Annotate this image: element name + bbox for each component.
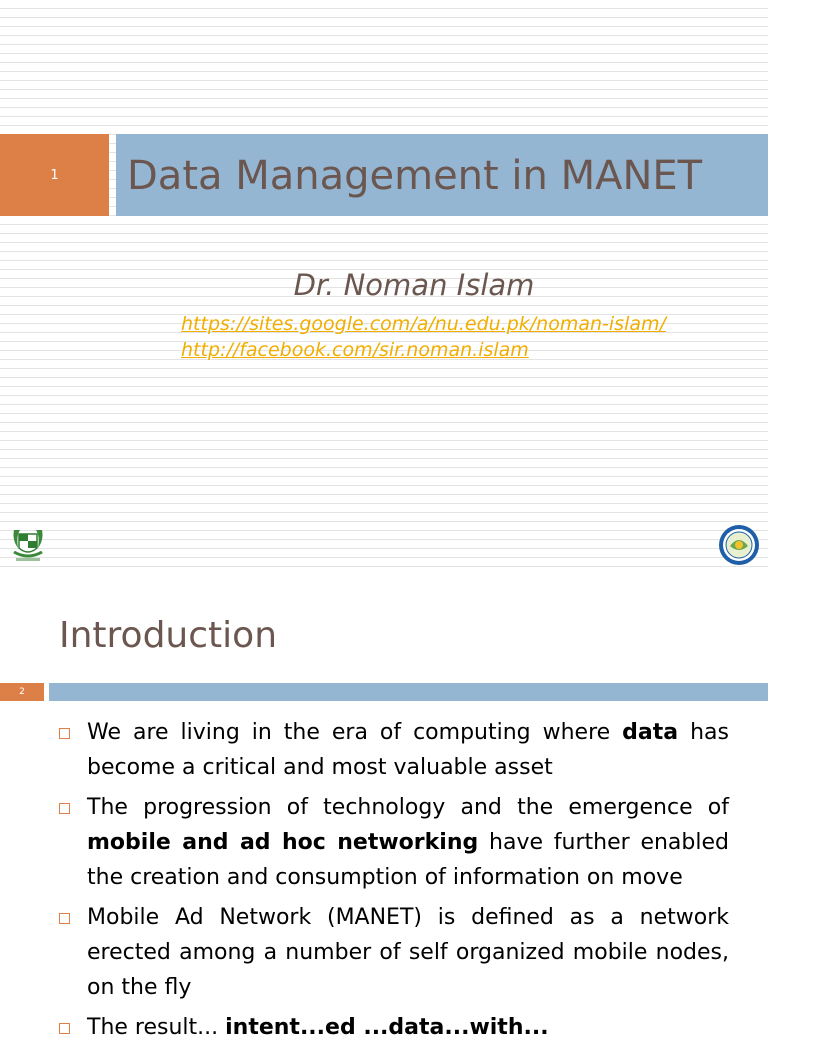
- title-bar: [49, 683, 768, 701]
- square-bullet-icon: [59, 728, 70, 739]
- bullet-item: The progression of technology and the emergence of mobile and ad hoc networking have further enabled the creation and consumption of information on move: [59, 790, 729, 895]
- university-seal-icon: [718, 524, 760, 566]
- slide-title: Data Management in MANET: [127, 153, 703, 199]
- facebook-link[interactable]: http://facebook.com/sir.noman.islam: [181, 339, 529, 361]
- bullet-item: The result... intent...ed ...data...with...: [59, 1010, 729, 1045]
- slide-title: Introduction: [59, 615, 278, 656]
- government-emblem-icon: [8, 522, 48, 568]
- slide-number: 2: [0, 683, 44, 701]
- bullet-item: Mobile Ad Network (MANET) is defined as a network erected among a number of self organized mobile nodes, on the fly: [59, 900, 729, 1005]
- introduction-slide: [0, 584, 768, 1040]
- author-name: Dr. Noman Islam: [293, 268, 535, 302]
- slide-number: 1: [0, 134, 109, 216]
- google-sites-link[interactable]: https://sites.google.com/a/nu.edu.pk/noman-islam/: [181, 313, 666, 335]
- square-bullet-icon: [59, 913, 70, 924]
- bullet-list: [59, 715, 729, 1050]
- square-bullet-icon: [59, 1023, 70, 1034]
- bullet-item: We are living in the era of computing where data has become a critical and most valuable asset: [59, 715, 729, 785]
- square-bullet-icon: [59, 803, 70, 814]
